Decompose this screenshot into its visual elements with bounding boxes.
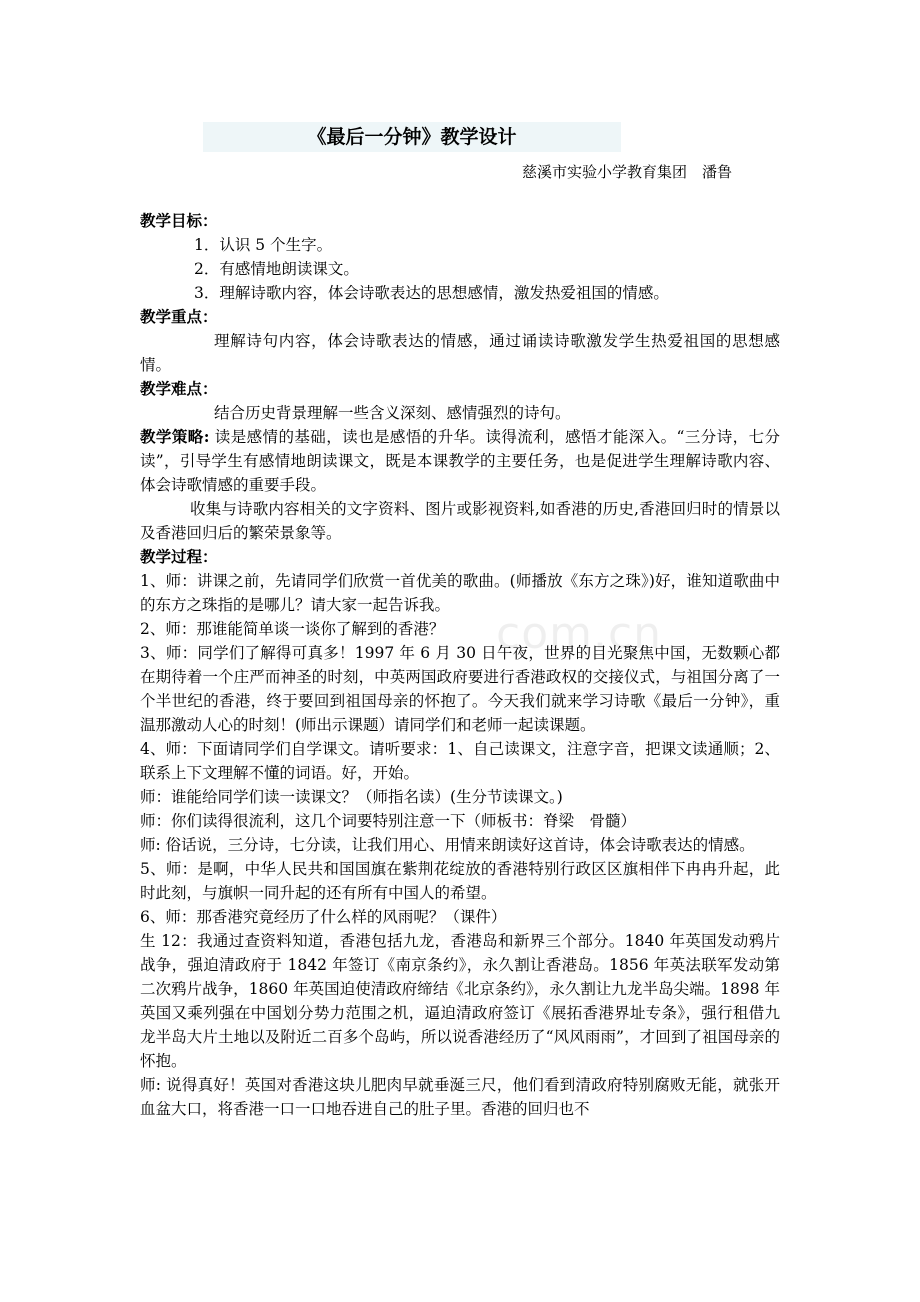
process-step: 1、师：讲课之前，先请同学们欣赏一首优美的歌曲。(师播放《东方之珠》)好，谁知道歌曲中的东方之珠指的是哪儿？请大家一起告诉我。 — [140, 572, 780, 614]
difficulty-text: 结合历史背景理解一些含义深刻、感情强烈的诗句。 — [214, 404, 571, 422]
goal-item: 3．理解诗歌内容，体会诗歌表达的思想感情，激发热爱祖国的情感。 — [194, 284, 669, 302]
goal-item: 1．认识 5 个生字。 — [194, 236, 333, 254]
goal-item: 2．有感情地朗读课文。 — [194, 260, 359, 278]
author-line: 慈溪市实验小学教育集团 潘鲁 — [521, 163, 732, 181]
process-step: 生 12：我通过查资料知道，香港包括九龙，香港岛和新界三个部分。1840 年英国发动鸦片战争，强迫清政府于 1842 年签订《南京条约》，永久割让香港岛。1856 年英法联军发动第二次鸦片战争，1860 年英国迫使清政府缔结《北京条约》，永久割让九龙半岛尖端。1898 年英国又乘列强在中国划分势力范围之机，逼迫清政府签订《展拓香港界址专条》，强行租借九龙半岛大片土地以及附近二百多个岛屿，所以说香港经历了“风风雨雨”，才回到了祖国母亲的怀抱。 — [140, 932, 780, 1070]
process-step: 师：谁能给同学们读一读课文？（师指名读）(生分节读课文。) — [140, 788, 563, 806]
strategy-heading: 教学策略: — [140, 427, 210, 446]
strategy-text: 读是感情的基础，读也是感悟的升华。读得流利，感悟才能深入。“三分诗，七分读”，引导学生有感情地朗读课文，既是本课教学的主要任务，也是促进学生理解诗歌内容、体会诗歌情感的重要手段。 — [140, 428, 780, 494]
process-heading: 教学过程： — [140, 547, 218, 566]
goals-heading: 教学目标： — [140, 211, 218, 230]
process-step: 3、师：同学们了解得可真多！1997 年 6 月 30 日午夜，世界的目光聚焦中国，无数颗心都在期待着一个庄严而神圣的时刻，中英两国政府要进行香港政权的交接仪式，与祖国分离了一个半世纪的香港，终于要回到祖国母亲的怀抱了。今天我们就来学习诗歌《最后一分钟》，重温那激动人心的时刻！(师出示课题）请同学们和老师一起读课题。 — [140, 644, 780, 734]
document-body — [140, 209, 780, 1121]
process-step: 6、师：那香港究竟经历了什么样的风雨呢？（课件） — [140, 908, 507, 926]
process-step: 师: 说得真好！英国对香港这块儿肥肉早就垂涎三尺，他们看到清政府特别腐败无能，就张开血盆大口，将香港一口一口地吞进自己的肚子里。香港的回归也不 — [140, 1076, 780, 1118]
key-text: 理解诗句内容，体会诗歌表达的情感，通过诵读诗歌激发学生热爱祖国的思想感情。 — [140, 332, 780, 374]
process-step: 师：你们读得很流利，这几个词要特别注意一下（师板书：脊梁 骨髓） — [140, 812, 637, 830]
document-title: 《最后一分钟》教学设计 — [307, 126, 517, 148]
strategy-paragraph — [140, 425, 780, 497]
process-step: 2、师：那谁能简单谈一谈你了解到的香港？ — [140, 620, 445, 638]
key-heading: 教学重点： — [140, 307, 218, 326]
watermark: com.cn — [496, 608, 663, 659]
process-step: 师: 俗话说，三分诗，七分读，让我们用心、用情来朗读好这首诗，体会诗歌表达的情感。 — [140, 836, 755, 854]
process-step: 5、师：是啊，中华人民共和国国旗在紫荆花绽放的香港特别行政区区旗相伴下冉冉升起，此时此刻，与旗帜一同升起的还有所有中国人的希望。 — [140, 860, 780, 902]
process-step: 4、师：下面请同学们自学课文。请听要求：1、自己读课文，注意字音，把课文读通顺；2、联系上下文理解不懂的词语。好，开始。 — [140, 740, 780, 782]
materials-text: 收集与诗歌内容相关的文字资料、图片或影视资料,如香港的历史,香港回归时的情景以及香港回归后的繁荣景象等。 — [140, 500, 780, 542]
difficulty-heading: 教学难点： — [140, 379, 218, 398]
